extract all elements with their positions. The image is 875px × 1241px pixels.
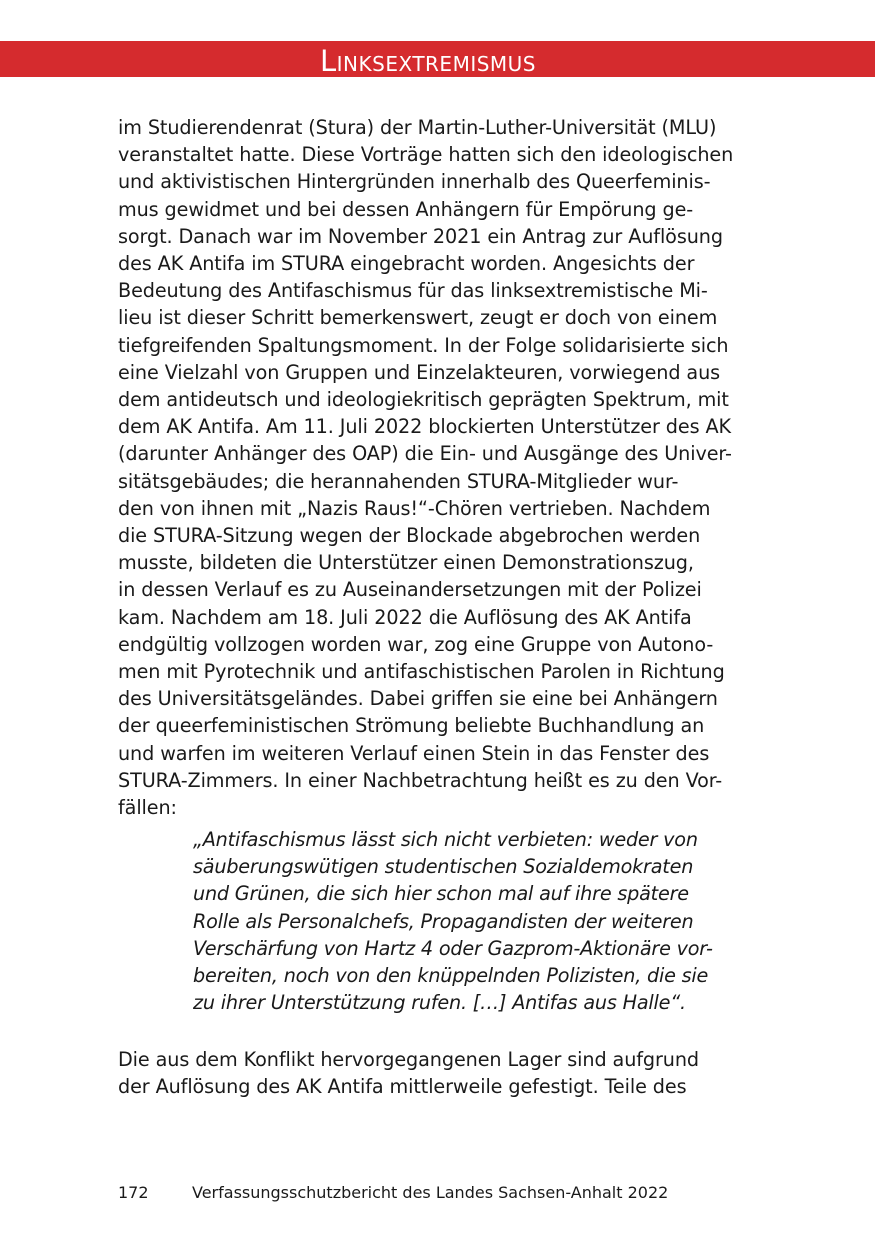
text-line: sorgt. Danach war im November 2021 ein Antrag zur Auflösung <box>118 224 723 248</box>
text-line: endgültig vollzogen worden war, zog eine Gruppe von Autono- <box>118 632 714 656</box>
text-line: Die aus dem Konflikt hervorgegangenen Lager sind aufgrund <box>118 1048 699 1071</box>
text-line: kam. Nachdem am 18. Juli 2022 die Auflösung des AK Antifa <box>118 605 692 629</box>
page-number: 172 <box>118 1183 149 1202</box>
quote-line: Rolle als Personalchefs, Propagandisten der weiteren <box>193 909 694 933</box>
quote-line: bereiten, noch von den knüppelnden Polizisten, die sie <box>193 964 709 988</box>
text-line: und aktivistischen Hintergründen innerhalb des Queerfeminis- <box>118 170 711 194</box>
text-line: fällen: <box>118 796 177 820</box>
text-line: in dessen Verlauf es zu Auseinandersetzungen mit der Polizei <box>118 578 702 602</box>
text-line: veranstaltet hatte. Diese Vorträge hatten sich den ideologischen <box>118 143 734 167</box>
closing-paragraph <box>118 1046 768 1100</box>
text-line: dem antideutsch und ideologiekritisch geprägten Spektrum, mit <box>118 388 729 412</box>
text-line: men mit Pyrotechnik und antifaschistischen Parolen in Richtung <box>118 660 725 684</box>
quote-line: Verschärfung von Hartz 4 oder Gazprom-Aktionäre vor- <box>193 936 713 960</box>
text-line: mus gewidmet und bei dessen Anhängern für Empörung ge- <box>118 197 694 221</box>
text-line: der Auflösung des AK Antifa mittlerweile gefestigt. Teile des <box>118 1075 687 1099</box>
text-line: tiefgreifenden Spaltungsmoment. In der Folge solidarisierte sich <box>118 333 729 357</box>
text-line: STURA-Zimmers. In einer Nachbetrachtung heißt es zu den Vor- <box>118 768 723 792</box>
text-line: eine Vielzahl von Gruppen und Einzelakteuren, vorwiegend aus <box>118 360 721 384</box>
text-line: die STURA-Sitzung wegen der Blockade abgebrochen werden <box>118 524 701 548</box>
text-line: (darunter Anhänger des OAP) die Ein- und Ausgänge des Univer- <box>118 442 732 466</box>
text-line: der queerfeministischen Strömung beliebte Buchhandlung an <box>118 714 705 738</box>
text-line: und warfen im weiteren Verlauf einen Stein in das Fenster des <box>118 741 710 765</box>
quote-line: „Antifaschismus lässt sich nicht verbieten: weder von <box>193 828 698 851</box>
text-line: lieu ist dieser Schritt bemerkenswert, zeugt er doch von einem <box>118 306 718 330</box>
text-line: Bedeutung des Antifaschismus für das linksextremistische Mi- <box>118 279 708 303</box>
block-quote <box>193 826 753 1016</box>
text-line: des AK Antifa im STURA eingebracht worden. Angesichts der <box>118 252 695 276</box>
text-line: im Studierendenrat (Stura) der Martin-Luther-Universität (MLU) <box>118 116 717 139</box>
text-line: sitätsgebäudes; die herannahenden STURA-Mitglieder wur- <box>118 469 679 493</box>
text-line: den von ihnen mit „Nazis Raus!“-Chören vertrieben. Nachdem <box>118 496 711 520</box>
footer-publication-title: Verfassungsschutzbericht des Landes Sachsen-Anhalt 2022 <box>192 1183 669 1202</box>
text-line: musste, bildeten die Unterstützer einen Demonstrationszug, <box>118 551 694 575</box>
chapter-title: Linksextremismus <box>320 44 537 78</box>
body-paragraph <box>118 114 768 821</box>
quote-line: säuberungswütigen studentischen Sozialdemokraten <box>193 855 694 879</box>
text-line: des Universitätsgeländes. Dabei griffen sie eine bei Anhängern <box>118 687 718 711</box>
quote-line: und Grünen, die sich hier schon mal auf ihre spätere <box>193 882 689 906</box>
text-line: dem AK Antifa. Am 11. Juli 2022 blockierten Unterstützer des AK <box>118 415 731 439</box>
quote-line: zu ihrer Unterstützung rufen. […] Antifas aus Halle“. <box>193 991 686 1015</box>
